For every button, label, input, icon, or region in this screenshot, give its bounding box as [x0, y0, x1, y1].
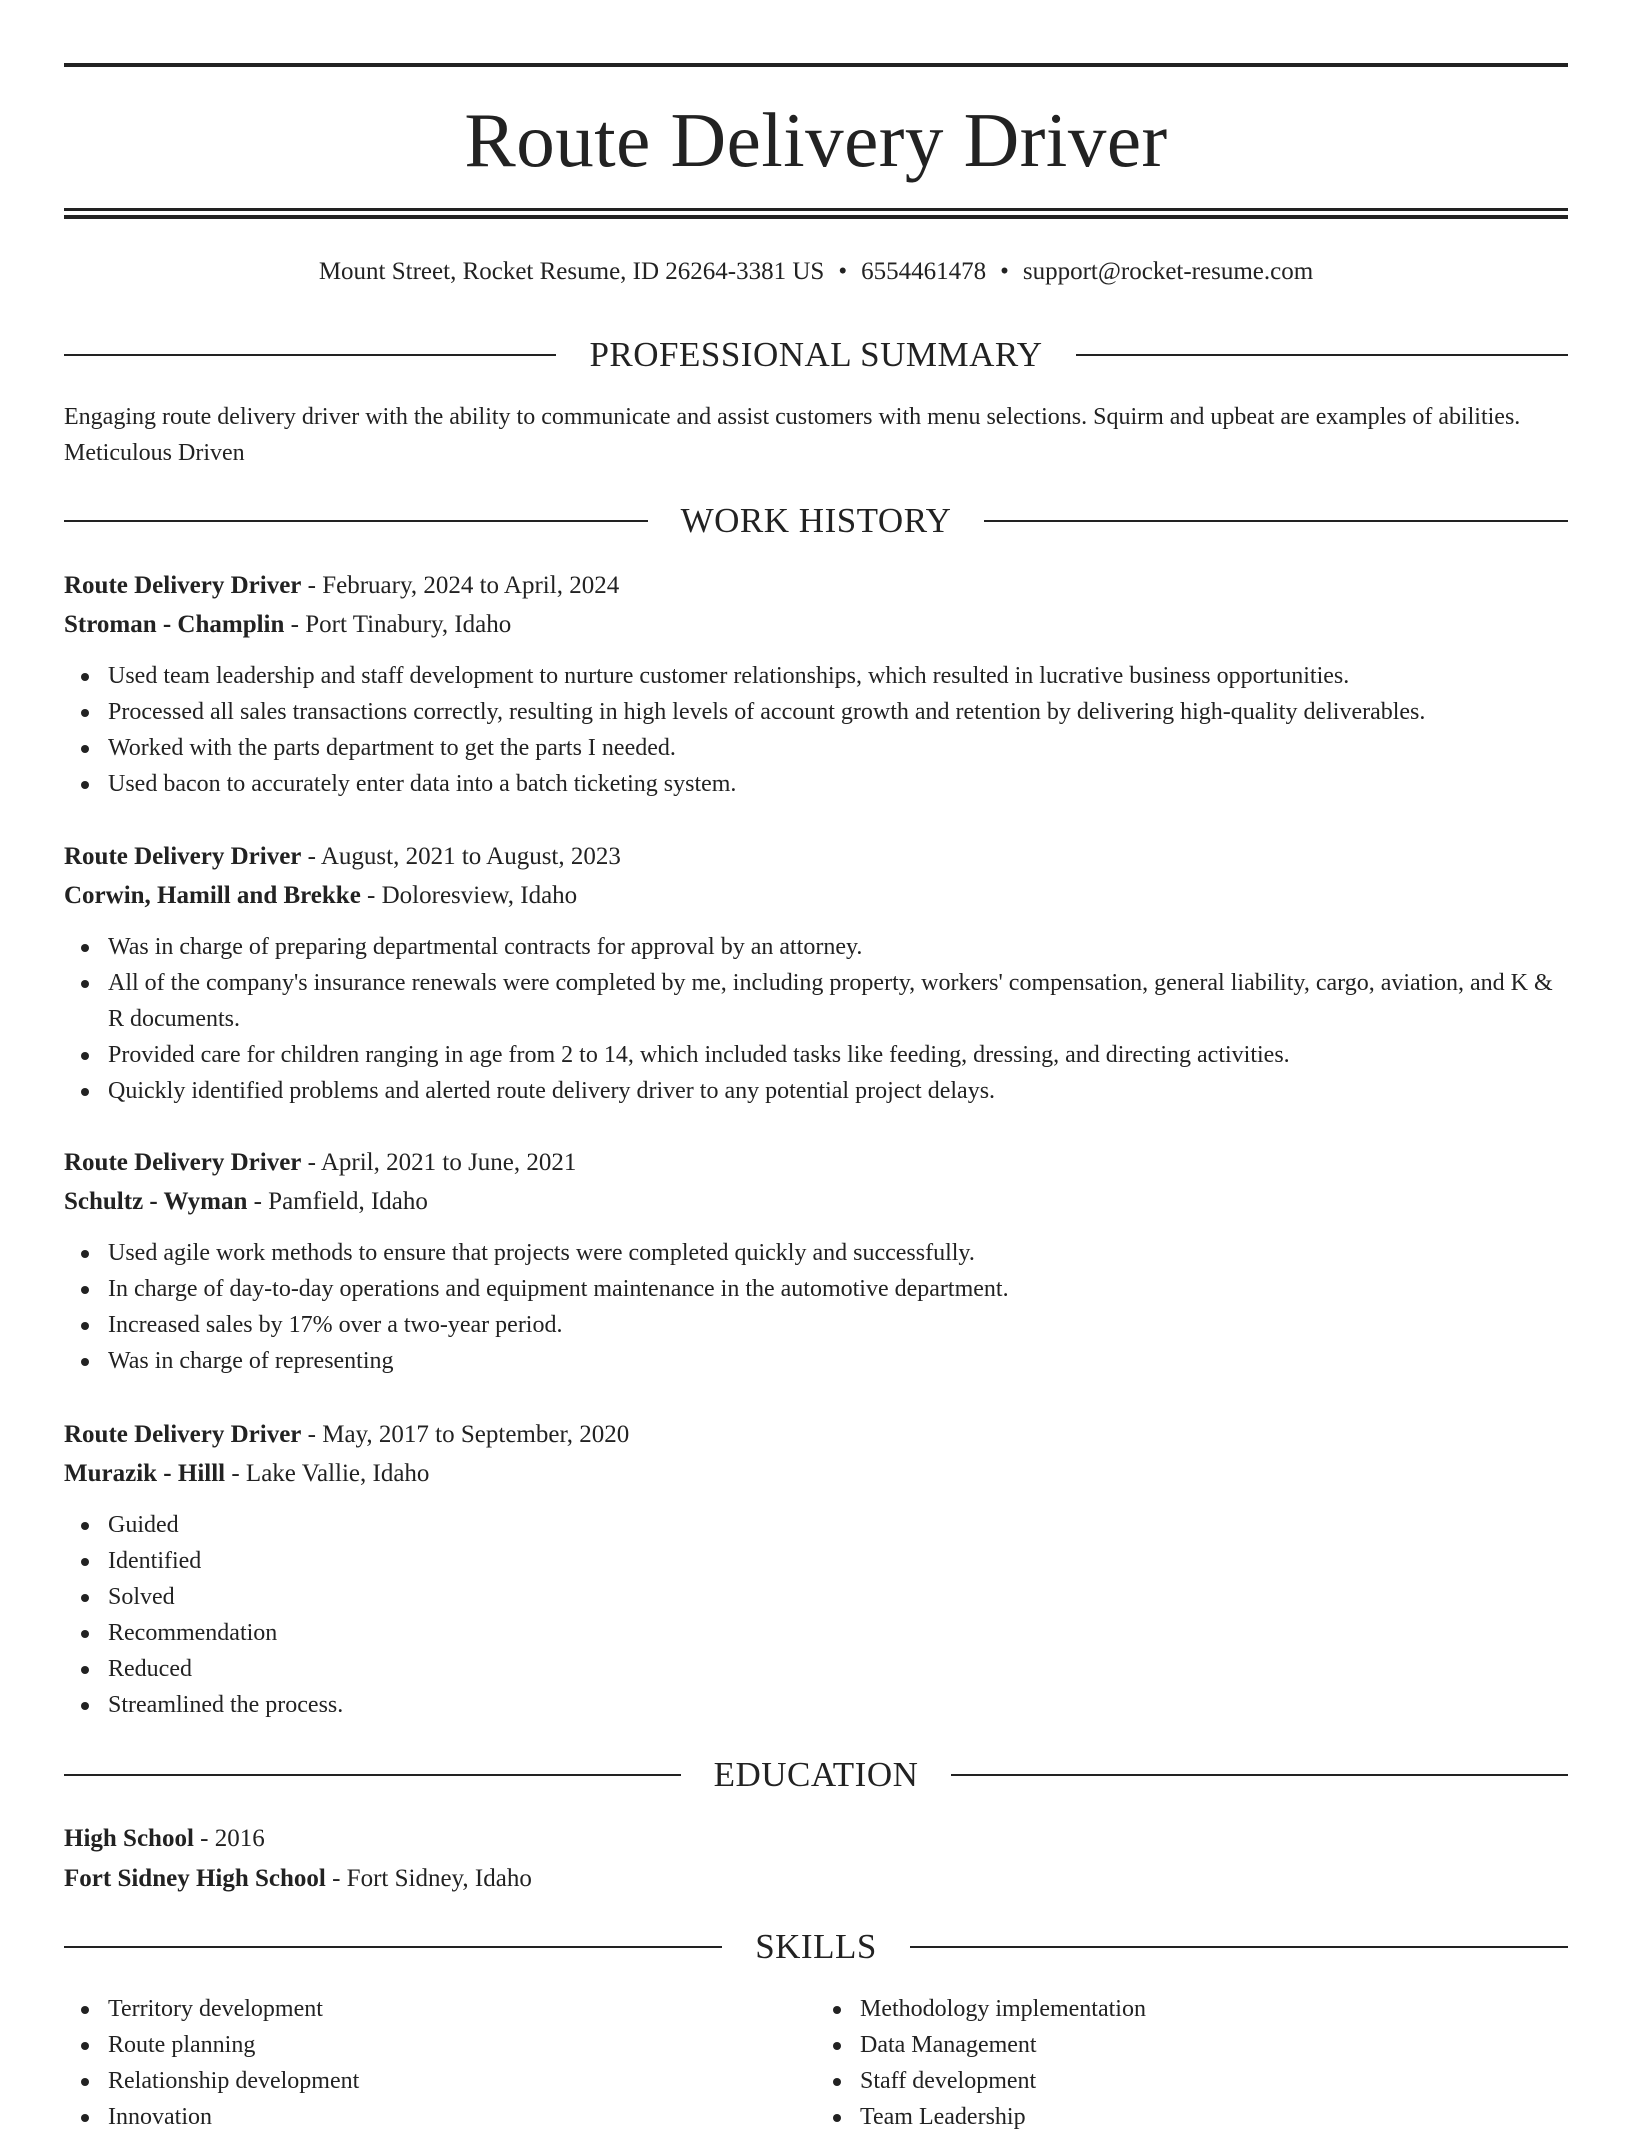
job-company-line [64, 1454, 1568, 1493]
job-dates: - May, 2017 to September, 2020 [301, 1421, 630, 1448]
job-title: Route Delivery Driver [64, 1149, 302, 1176]
job-title: Route Delivery Driver [64, 843, 302, 870]
section-heading-work-history [64, 496, 1568, 546]
bullet-item: All of the company's insurance renewals were completed by me, including property, workers' compensation, general liability, cargo, aviation, and K & R documents. [108, 965, 1568, 1037]
divider-line [1076, 354, 1568, 356]
section-title: PROFESSIONAL SUMMARY [589, 335, 1043, 374]
section-heading-skills [64, 1922, 1568, 1972]
education-location: - Fort Sidney, Idaho [325, 1865, 532, 1892]
job-bullets [64, 1235, 1568, 1379]
contact-address: Mount Street, Rocket Resume, ID 26264-3381 US [318, 258, 825, 285]
job-company-line [64, 1182, 1568, 1221]
divider-line [984, 520, 1568, 522]
bullet-item: Recommendation [108, 1615, 1568, 1651]
divider-line [951, 1774, 1568, 1776]
header-top-rule [64, 63, 1568, 67]
header-double-rule-lower [64, 215, 1568, 219]
section-heading-summary [64, 330, 1568, 380]
divider-line [64, 354, 556, 356]
contact-line [64, 254, 1568, 290]
skill-item: Territory development [108, 1991, 816, 2027]
bullet-item: Processed all sales transactions correctly, resulting in high levels of account growth and retention by delivering high-quality deliverables. [108, 694, 1568, 730]
section-title: WORK HISTORY [680, 501, 952, 540]
job-bullets [64, 1507, 1568, 1723]
job-company-line [64, 605, 1568, 644]
section-heading-education [64, 1750, 1568, 1800]
section-title: EDUCATION [713, 1755, 919, 1794]
job-title: Route Delivery Driver [64, 1421, 302, 1448]
education-degree: High School [64, 1825, 194, 1852]
skill-item: Data Management [860, 2027, 1568, 2063]
job-company: Schultz - Wyman [64, 1188, 248, 1215]
section-title: SKILLS [755, 1927, 877, 1966]
job-title-line [64, 837, 1568, 876]
header-double-rule-upper [64, 208, 1568, 211]
bullet-item: Reduced [108, 1651, 1568, 1687]
contact-separator: • [1000, 258, 1009, 285]
bullet-item: Provided care for children ranging in age from 2 to 14, which included tasks like feeding, dressing, and directing activities. [108, 1037, 1568, 1073]
education-school-line [64, 1859, 1568, 1899]
bullet-item: Streamlined the process. [108, 1687, 1568, 1723]
job-location: - Pamfield, Idaho [247, 1188, 428, 1215]
bullet-item: Solved [108, 1579, 1568, 1615]
skills-list [64, 1991, 1568, 2135]
job-dates: - August, 2021 to August, 2023 [301, 843, 621, 870]
summary-text: Engaging route delivery driver with the ability to communicate and assist customers with menu selections. Squirm and upbeat are examples of abilities. Meticulous Driven [64, 404, 1521, 466]
bullet-item: Was in charge of preparing departmental contracts for approval by an attorney. [108, 929, 1568, 965]
job-company: Corwin, Hamill and Brekke [64, 882, 361, 909]
job-location: - Lake Vallie, Idaho [225, 1460, 430, 1487]
job-bullets [64, 929, 1568, 1109]
job-title-line [64, 566, 1568, 605]
job-company-line [64, 876, 1568, 915]
job-entry [64, 1143, 1568, 1379]
divider-line [64, 1946, 722, 1948]
bullet-item: In charge of day-to-day operations and equipment maintenance in the automotive department. [108, 1271, 1568, 1307]
skill-item: Relationship development [108, 2063, 816, 2099]
divider-line [64, 1774, 681, 1776]
job-bullets [64, 658, 1568, 802]
bullet-item: Guided [108, 1507, 1568, 1543]
education-entry [64, 1819, 1568, 1899]
contact-phone: 6554461478 [861, 258, 987, 285]
job-entry [64, 837, 1568, 1109]
contact-separator: • [838, 258, 848, 285]
skills-column-left [64, 1991, 816, 2135]
job-title: Route Delivery Driver [64, 572, 302, 599]
bullet-item: Used bacon to accurately enter data into a batch ticketing system. [108, 766, 1568, 802]
education-school: Fort Sidney High School [64, 1865, 326, 1892]
job-entry [64, 566, 1568, 802]
job-location: - Port Tinabury, Idaho [284, 611, 512, 638]
bullet-item: Used agile work methods to ensure that projects were completed quickly and successfully. [108, 1235, 1568, 1271]
bullet-item: Identified [108, 1543, 1568, 1579]
skills-column-right [816, 1991, 1568, 2135]
job-company: Stroman - Champlin [64, 611, 285, 638]
skill-item: Route planning [108, 2027, 816, 2063]
bullet-item: Worked with the parts department to get the parts I needed. [108, 730, 1568, 766]
skill-item: Innovation [108, 2099, 816, 2135]
contact-email: support@rocket-resume.com [1022, 258, 1314, 285]
job-location: - Doloresview, Idaho [360, 882, 578, 909]
job-entry [64, 1415, 1568, 1723]
bullet-item: Used team leadership and staff development to nurture customer relationships, which resulted in lucrative business opportunities. [108, 658, 1568, 694]
education-degree-line [64, 1819, 1568, 1859]
job-dates: - April, 2021 to June, 2021 [301, 1149, 577, 1176]
education-year: - 2016 [193, 1825, 265, 1852]
job-dates: - February, 2024 to April, 2024 [301, 572, 620, 599]
skill-item: Staff development [860, 2063, 1568, 2099]
divider-line [64, 520, 648, 522]
skill-item: Team Leadership [860, 2099, 1568, 2135]
job-title-line [64, 1415, 1568, 1454]
bullet-item: Quickly identified problems and alerted route delivery driver to any potential project delays. [108, 1073, 1568, 1109]
resume-name: Route Delivery Driver [464, 97, 1168, 183]
divider-line [910, 1946, 1568, 1948]
job-company: Murazik - Hilll [64, 1460, 226, 1487]
bullet-item: Was in charge of representing [108, 1343, 1568, 1379]
job-title-line [64, 1143, 1568, 1182]
bullet-item: Increased sales by 17% over a two-year period. [108, 1307, 1568, 1343]
skill-item: Methodology implementation [860, 1991, 1568, 2027]
